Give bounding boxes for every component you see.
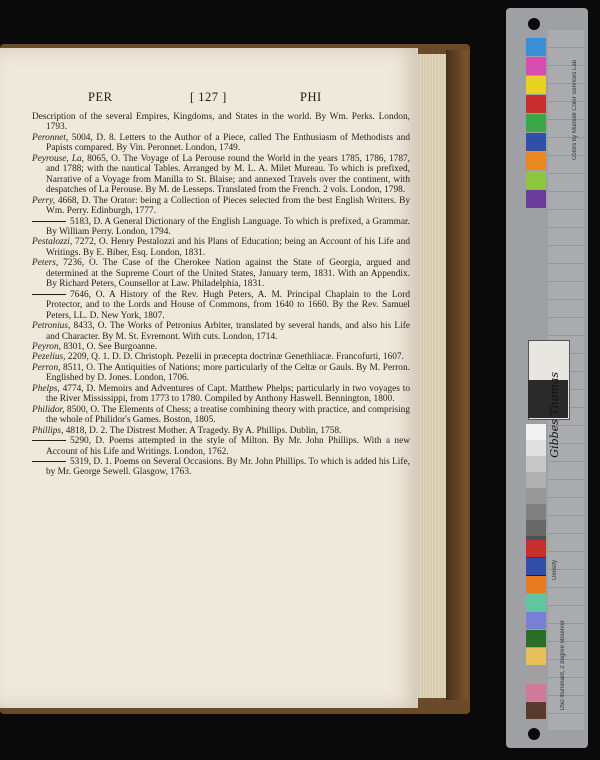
catalog-entry (32, 426, 410, 436)
entry-body: 8301, O. See Burgoanne. (60, 341, 158, 352)
catalog-entry (32, 112, 410, 133)
catalog-entry (32, 352, 410, 362)
entry-heading: Pezelius, (32, 352, 66, 363)
entry-body: 8500, O. The Elements of Chess; a treatise combining theory with practice, and comprising the whole of Philidor's Games. Boston, 1805. (46, 404, 410, 426)
entry-body: 4818, D. 2. The Distrest Mother. A Tragedy. By A. Phillips. Dublin, 1758. (63, 425, 342, 436)
entry-heading: Peronnet, (32, 132, 69, 143)
entry-heading: Peyron, (32, 341, 61, 352)
handwritten-signature: Gibbes Thomas (548, 372, 561, 458)
gray-patch (526, 472, 546, 488)
entry-heading: Phelps, (32, 383, 60, 394)
ditto-dash (32, 461, 66, 462)
catalog-entry (32, 363, 410, 384)
catalog-entry (32, 405, 410, 426)
entry-body: 5004, D. 8. Letters to the Author of a Piece, called The Enthusiasm of Methodists and Papists compared. By Vin. Peronnet. London, 1749. (46, 132, 410, 154)
header-right: PHI (300, 90, 322, 104)
entry-body: 5183, D. A General Dictionary of the English Language. To which is prefixed, a Grammar. By William Perry. London, 1794. (46, 216, 410, 237)
catalog-entry (32, 290, 410, 321)
entry-body: 4774, D. Memoirs and Adventures of Capt. Matthew Phelps; particularly in two voyages to the River Mississippi, from 1773 to 1780. Compiled by Anthony Haswell. Bennington, 1800. (46, 383, 410, 405)
entry-body: 4668, D. The Orator: being a Collection of Pieces selected from the best English Writers. By Wm. Perry. Edinburgh, 1777. (46, 195, 410, 217)
entry-body: 8511, O. The Antiquities of Nations; more particularly of the Celtæ or Gauls. By M. Perron. Englished by D. Jones. London, 1706. (46, 362, 410, 384)
entry-body: 7272, O. Henry Pestalozzi and his Plans of Education; being an Account of his Life and Writings. By E. Biber, Esq. London, 1831. (46, 237, 410, 258)
color-swatch (526, 702, 546, 719)
gray-patch (526, 456, 546, 472)
entry-body: 2209, Q. 1. D. D. Christoph. Pezelii in præcepta doctrinæ Genethliacæ. Francofurti, 1607. (65, 352, 404, 363)
catalog-entry (32, 342, 410, 352)
color-swatch (526, 648, 546, 665)
gray-patch (526, 424, 546, 440)
entry-body: Description of the several Empires, Kingdoms, and States in the world. By Wm. Perks. London, 1793. (32, 112, 410, 133)
catalog-entry (32, 237, 410, 258)
running-header (0, 90, 418, 108)
catalog-entry (32, 321, 410, 342)
color-swatch (526, 38, 546, 56)
catalog-entries (32, 112, 410, 478)
color-swatch (526, 190, 546, 208)
color-swatch (526, 57, 546, 75)
entry-heading: Peyrouse, La, (32, 153, 85, 164)
catalog-entry (32, 196, 410, 217)
gray-patch (526, 488, 546, 504)
entry-body: 5290, D. Poems attempted in the style of Milton. By Mr. John Phillips. With a new Account of his Life and Writings. London, 1762. (46, 436, 410, 457)
catalog-entry (32, 457, 410, 478)
entry-body: 7646, O. A History of the Rev. Hugh Peters, A. M. Principal Chaplain to the Lord Protector, and to the Lords and House of Commons, from 1640 to 1660. By the Rev. Samuel Peters, LL. D. New York, 1807. (46, 289, 410, 321)
entry-heading: Peters, (32, 258, 59, 269)
entry-heading: Petronius, (32, 321, 71, 332)
header-left: PER (88, 90, 113, 104)
color-swatch (526, 171, 546, 189)
ditto-dash (32, 294, 66, 295)
catalog-entry (32, 154, 410, 196)
checker-illuminant: D50 Illuminant, 2 degree observer (560, 620, 566, 711)
color-swatch (526, 76, 546, 94)
color-swatch (526, 114, 546, 132)
gray-patch (526, 520, 546, 536)
color-swatch (526, 540, 546, 557)
ditto-dash (32, 221, 66, 222)
color-swatch (526, 95, 546, 113)
catalog-entry (32, 436, 410, 457)
entry-heading: Perron, (32, 362, 61, 373)
color-swatch (526, 594, 546, 611)
gray-patch (526, 440, 546, 456)
catalog-entry (32, 133, 410, 154)
catalog-entry (32, 384, 410, 405)
entry-heading: Philidor, (32, 404, 65, 415)
color-swatch (526, 666, 546, 683)
ditto-dash (32, 440, 66, 441)
punch-hole (528, 728, 540, 740)
gray-patch (526, 504, 546, 520)
book-spine (446, 50, 468, 700)
entry-heading: Phillips, (32, 425, 64, 436)
entry-heading: Pestalozzi, (32, 237, 73, 248)
entry-body: 7236, O. The Case of the Cherokee Nation against the State of Georgia, argued and determined at the Supreme Court of the United States, January term, 1831. With an Appendix. By Richard Peters, Counsellor at Law. Philadelphia, 1831. (46, 258, 410, 290)
color-swatch (526, 133, 546, 151)
catalog-entry (32, 258, 410, 289)
checker-credit: Colors by Munsell Color Services Lab (572, 60, 578, 161)
punch-hole (528, 18, 540, 30)
catalog-entry (32, 217, 410, 238)
color-swatch (526, 630, 546, 647)
entry-body: 8065, O. The Voyage of La Perouse round the World in the years 1785, 1786, 1787, and 1788; with the nautical Tables. Arranged by M. L. A. Milet Mureau. To which is prefixed, Narrative of a Voyage from Manilla to St. Blaise; and annexed Travels over the continent, with despatches of La Perouse. By M. de Lesseps. Translated from the French. 2 vols. London, 1798. (46, 153, 410, 196)
color-swatch (526, 612, 546, 629)
entry-body: 5319, D. 1. Poems on Several Occasions. By Mr. John Phillips. To which is added his Life, by Mr. George Sewell. Glasgow, 1763. (46, 456, 410, 478)
checker-density-label: Density (552, 560, 558, 581)
entry-body: 8433, O. The Works of Petronius Arbiter, translated by several hands, and also his Life and Character. By M. St. Evremont. With cuts. London, 1714. (46, 321, 410, 342)
page-number: [ 127 ] (190, 90, 227, 104)
color-swatch (526, 684, 546, 701)
color-swatch (526, 152, 546, 170)
entry-heading: Perry, (32, 195, 56, 206)
color-swatch (526, 576, 546, 593)
color-swatch (526, 558, 546, 575)
page-edges (414, 54, 446, 698)
